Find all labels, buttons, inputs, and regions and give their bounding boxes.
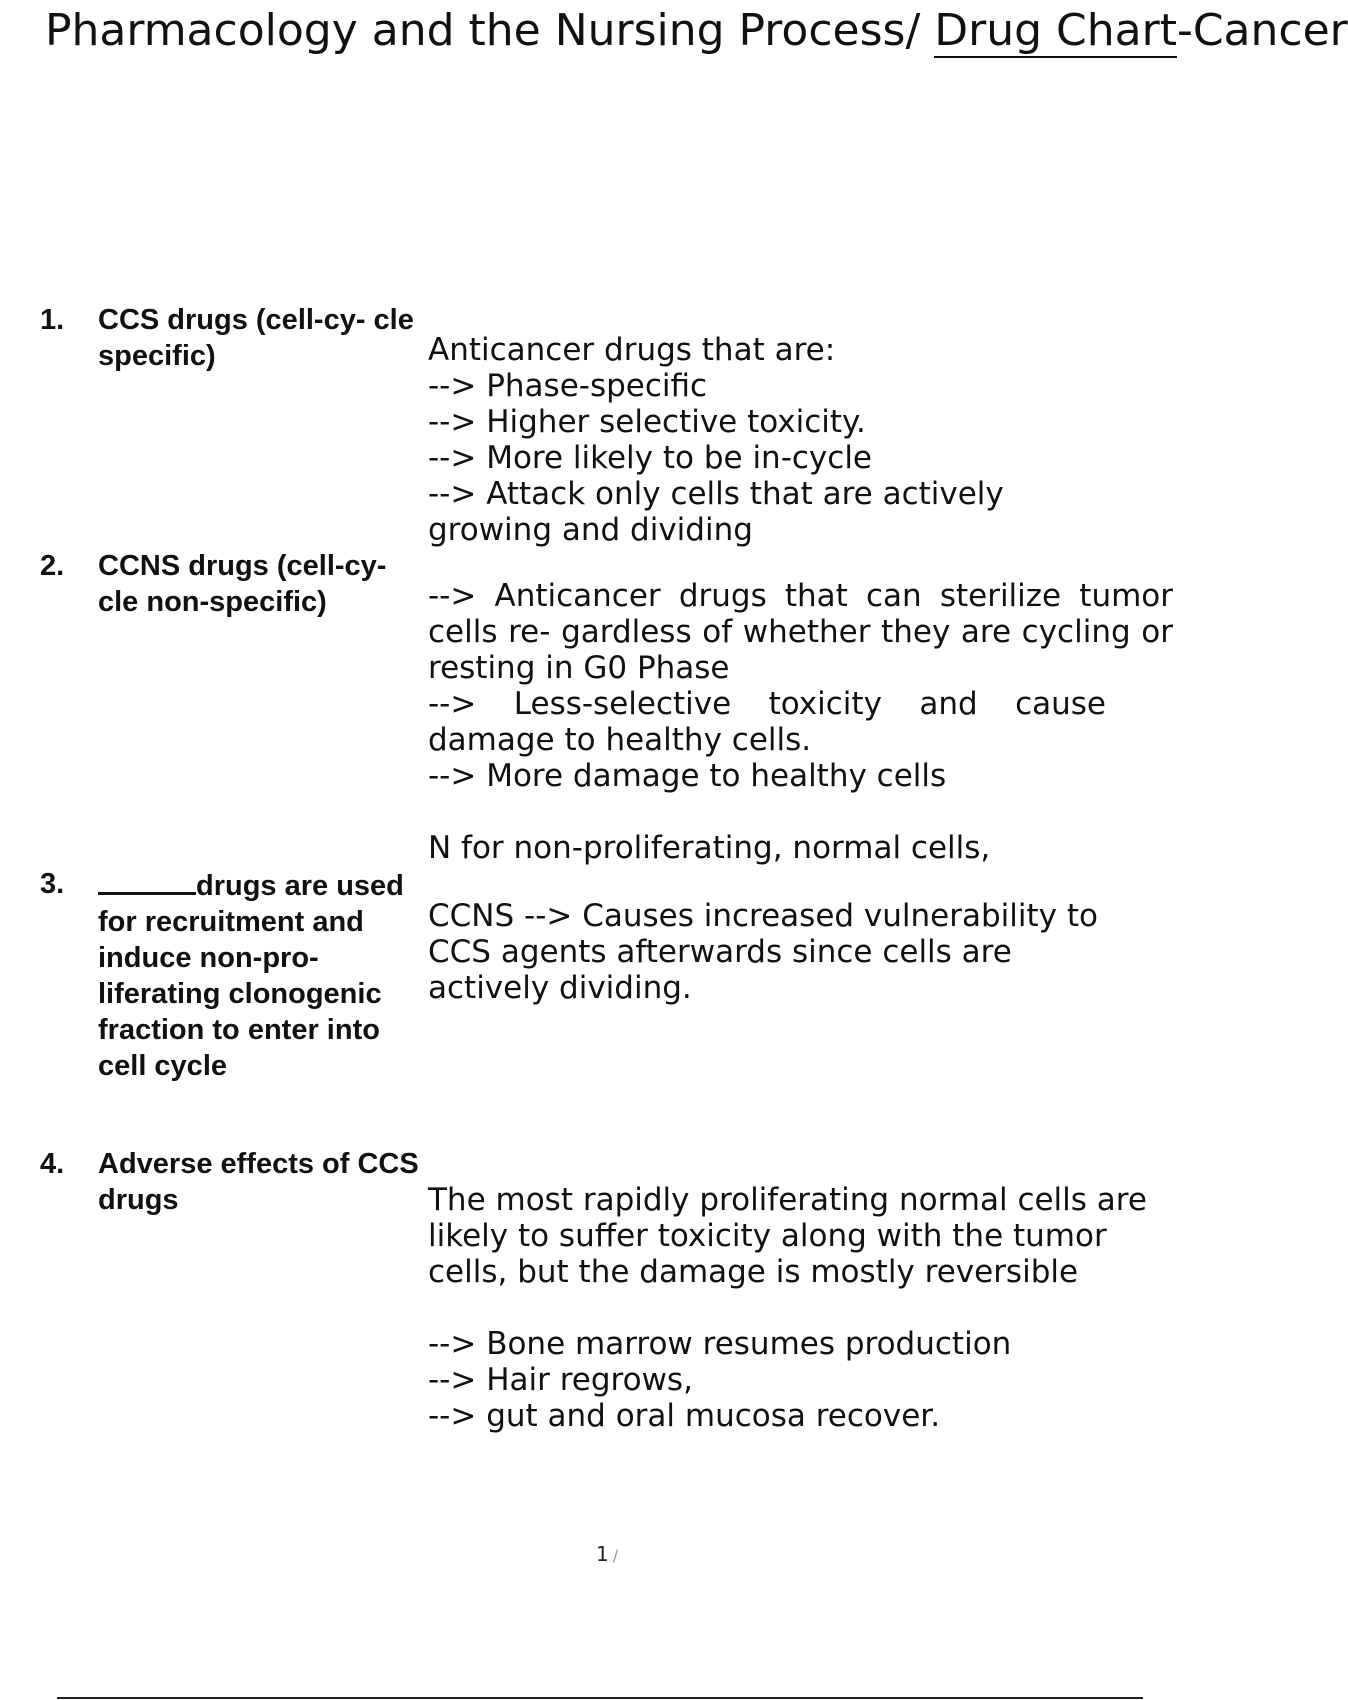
answer-3 xyxy=(428,898,1173,1006)
question-text: CCNS drugs (cell-cy- cle non-specific) xyxy=(98,550,387,618)
footer-divider xyxy=(57,1697,1143,1699)
question-4 xyxy=(40,1146,420,1218)
answer-line: The most rapidly proliferating normal cells are likely to suffer toxicity along with the tumor cells, but the damage is mostly reversible xyxy=(428,1182,1147,1290)
answer-line: --> More damage to healthy cells xyxy=(428,758,947,794)
answer-line: --> Higher selective toxicity. xyxy=(428,404,866,440)
question-1 xyxy=(40,302,420,374)
answer-line: N for non-proliferating, normal cells, xyxy=(428,830,991,866)
question-number: 2. xyxy=(40,550,65,582)
answer-line: --> gut and oral mucosa recover. xyxy=(428,1398,941,1434)
question-number: 4. xyxy=(40,1148,65,1180)
question-text: drugs are used for recruitment and induce non-pro- liferating clonogenic fraction to enter into cell cycle xyxy=(98,866,420,1084)
fill-in-blank xyxy=(98,866,196,895)
question-number: 1. xyxy=(40,304,65,336)
question-2 xyxy=(40,548,420,620)
page-title: Pharmacology and the Nursing Process/ Drug Chart-Cancer xyxy=(45,5,1348,56)
answer-line: --> Bone marrow resumes production xyxy=(428,1326,1012,1362)
answer-line: --> Hair regrows, xyxy=(428,1362,693,1398)
answer-1 xyxy=(428,332,1173,548)
answer-line: Anticancer drugs that are: xyxy=(428,332,836,368)
question-text: Adverse effects of CCS drugs xyxy=(98,1148,419,1216)
answer-line: --> More likely to be in-cycle xyxy=(428,440,873,476)
answer-line: --> Attack only cells that are actively growing and dividing xyxy=(428,476,1004,548)
question-number: 3. xyxy=(40,868,65,900)
title-underlined-link: Drug Chart xyxy=(934,5,1177,56)
answer-line: --> Phase-specific xyxy=(428,368,708,404)
answer-line: --> Less-selective toxicity and cause damage to healthy cells. xyxy=(428,686,1106,758)
question-text: CCS drugs (cell-cy- cle specific) xyxy=(98,304,414,372)
question-3 xyxy=(40,866,420,1084)
answer-line: --> Anticancer drugs that can sterilize tumor cells re- gardless of whether they are cycling or resting in G0 Phase xyxy=(428,578,1173,686)
answer-line: CCNS --> Causes increased vulnerability to CCS agents afterwards since cells are actively dividing. xyxy=(428,898,1098,1006)
answer-2 xyxy=(428,578,1173,866)
answer-4 xyxy=(428,1182,1173,1434)
page-number: 1 / xyxy=(596,1542,619,1566)
